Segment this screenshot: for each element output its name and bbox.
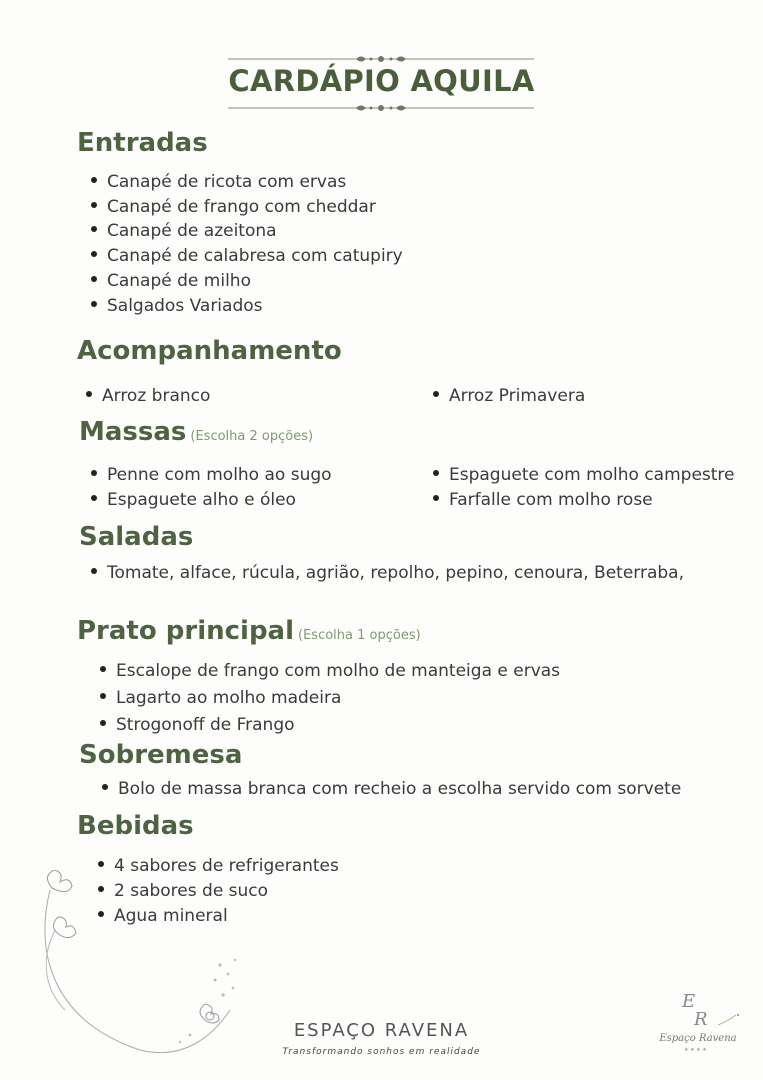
- list-item: 4 sabores de refrigerantes: [98, 856, 339, 876]
- list-item: Penne com molho ao sugo: [91, 465, 332, 485]
- section-heading-prato-principal: [77, 616, 421, 646]
- list-item: Canapé de frango com cheddar: [91, 197, 376, 217]
- svg-text:★ ★ ★ ★: ★ ★ ★ ★: [684, 1047, 707, 1053]
- menu-title: CARDÁPIO AQUILA: [228, 64, 535, 98]
- list-item: Lagarto ao molho madeira: [100, 688, 341, 708]
- footer-tagline: Transformando sonhos em realidade: [282, 1047, 481, 1057]
- list-item: Canapé de azeitona: [91, 221, 277, 241]
- list-item: Espaguete com molho campestre: [433, 465, 735, 485]
- list-item: 2 sabores de suco: [98, 881, 268, 901]
- list-item: Canapé de ricota com ervas: [91, 172, 346, 192]
- svg-text:E: E: [682, 991, 696, 1012]
- section-note: (Escolha 2 opções): [190, 429, 314, 444]
- list-item: Agua mineral: [98, 906, 228, 926]
- title-ornament-bottom: [228, 101, 534, 115]
- section-title: Massas: [79, 417, 187, 447]
- section-title: Prato principal: [77, 616, 295, 646]
- list-item: Bolo de massa branca com recheio a escolha servido com sorvete: [102, 779, 681, 799]
- list-item: Strogonoff de Frango: [100, 715, 295, 735]
- list-item: Salgados Variados: [91, 296, 263, 316]
- footer-brand: ESPAÇO RAVENA: [293, 1020, 470, 1041]
- list-item: Tomate, alface, rúcula, agrião, repolho, pepino, cenoura, Beterraba,: [91, 563, 684, 583]
- list-item: Escalope de frango com molho de manteiga e ervas: [100, 661, 560, 681]
- list-item: Canapé de milho: [91, 271, 251, 291]
- section-heading-bebidas: Bebidas: [77, 811, 194, 841]
- section-heading-acompanhamento: Acompanhamento: [77, 336, 342, 366]
- section-heading-massas: [79, 417, 313, 447]
- list-item: Arroz Primavera: [433, 386, 585, 406]
- section-heading-sobremesa: Sobremesa: [79, 740, 243, 770]
- espaco-ravena-logo: [648, 985, 748, 1055]
- list-item: Arroz branco: [86, 386, 210, 406]
- section-note: (Escolha 1 opções): [298, 628, 421, 643]
- list-item: Canapé de calabresa com catupiry: [91, 246, 403, 266]
- section-heading-entradas: Entradas: [77, 128, 208, 158]
- list-item: Farfalle com molho rose: [433, 490, 653, 510]
- list-item: Espaguete alho e óleo: [91, 490, 296, 510]
- section-heading-saladas: Saladas: [79, 522, 194, 552]
- logo-wordmark: Espaço Ravena: [659, 1033, 737, 1044]
- svg-text:R: R: [694, 1009, 708, 1030]
